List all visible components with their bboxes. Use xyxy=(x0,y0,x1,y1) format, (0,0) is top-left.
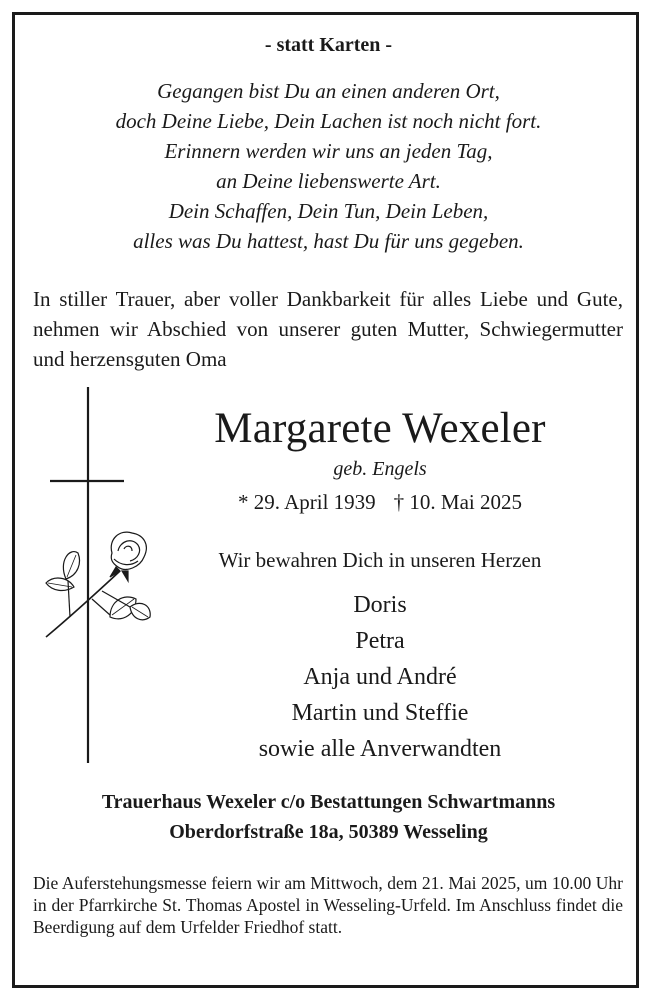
poem-line: alles was Du hattest, hast Du für uns gegeben. xyxy=(133,229,524,253)
cross-rose-illustration xyxy=(40,385,160,765)
poem-line: Dein Schaffen, Dein Tun, Dein Leben, xyxy=(168,199,489,223)
poem xyxy=(0,76,657,256)
mourner-name: Doris xyxy=(353,592,407,618)
address-block xyxy=(0,787,657,847)
poem-line: Gegangen bist Du an einen anderen Ort, xyxy=(157,79,500,103)
rose-icon xyxy=(46,532,150,637)
life-dates xyxy=(150,490,610,515)
birth-date: * 29. April 1939 xyxy=(238,490,376,514)
intro-text: In stiller Trauer, aber voller Dankbarkeit für alles Liebe und Gute, nehmen wir Abschied von unserer guten Mutter, Schwiegermutter und herzensguten Oma xyxy=(33,287,623,371)
poem-line: an Deine liebenswerte Art. xyxy=(216,169,441,193)
birth-name: geb. Engels xyxy=(333,458,427,480)
mourner-name: Petra xyxy=(355,628,405,654)
remember-line: Wir bewahren Dich in unseren Herzen xyxy=(218,548,542,572)
deceased-name: Margarete Wexeler xyxy=(214,405,546,452)
mourner-name: sowie alle Anverwandten xyxy=(258,736,502,762)
header-statt-karten: - statt Karten - xyxy=(264,34,393,56)
mourner-name: Martin und Steffie xyxy=(291,700,469,726)
address-line-2: Oberdorfstraße 18a, 50389 Wesseling xyxy=(169,821,488,843)
poem-line: doch Deine Liebe, Dein Lachen ist noch nicht fort. xyxy=(115,109,542,133)
funeral-notice: Die Auferstehungsmesse feiern wir am Mittwoch, dem 21. Mai 2025, um 10.00 Uhr in der Pfarrkirche St. Thomas Apostel in Wesseling-Urfeld. Im Anschluss findet die Beerdigung auf dem Urfelder Friedhof statt. xyxy=(33,873,623,937)
mourners-list xyxy=(150,587,610,767)
mourner-name: Anja und André xyxy=(303,664,457,690)
poem-line: Erinnern werden wir uns an jeden Tag, xyxy=(164,139,493,163)
death-date: † 10. Mai 2025 xyxy=(393,490,522,514)
address-line-1: Trauerhaus Wexeler c/o Bestattungen Schwartmanns xyxy=(101,791,556,813)
